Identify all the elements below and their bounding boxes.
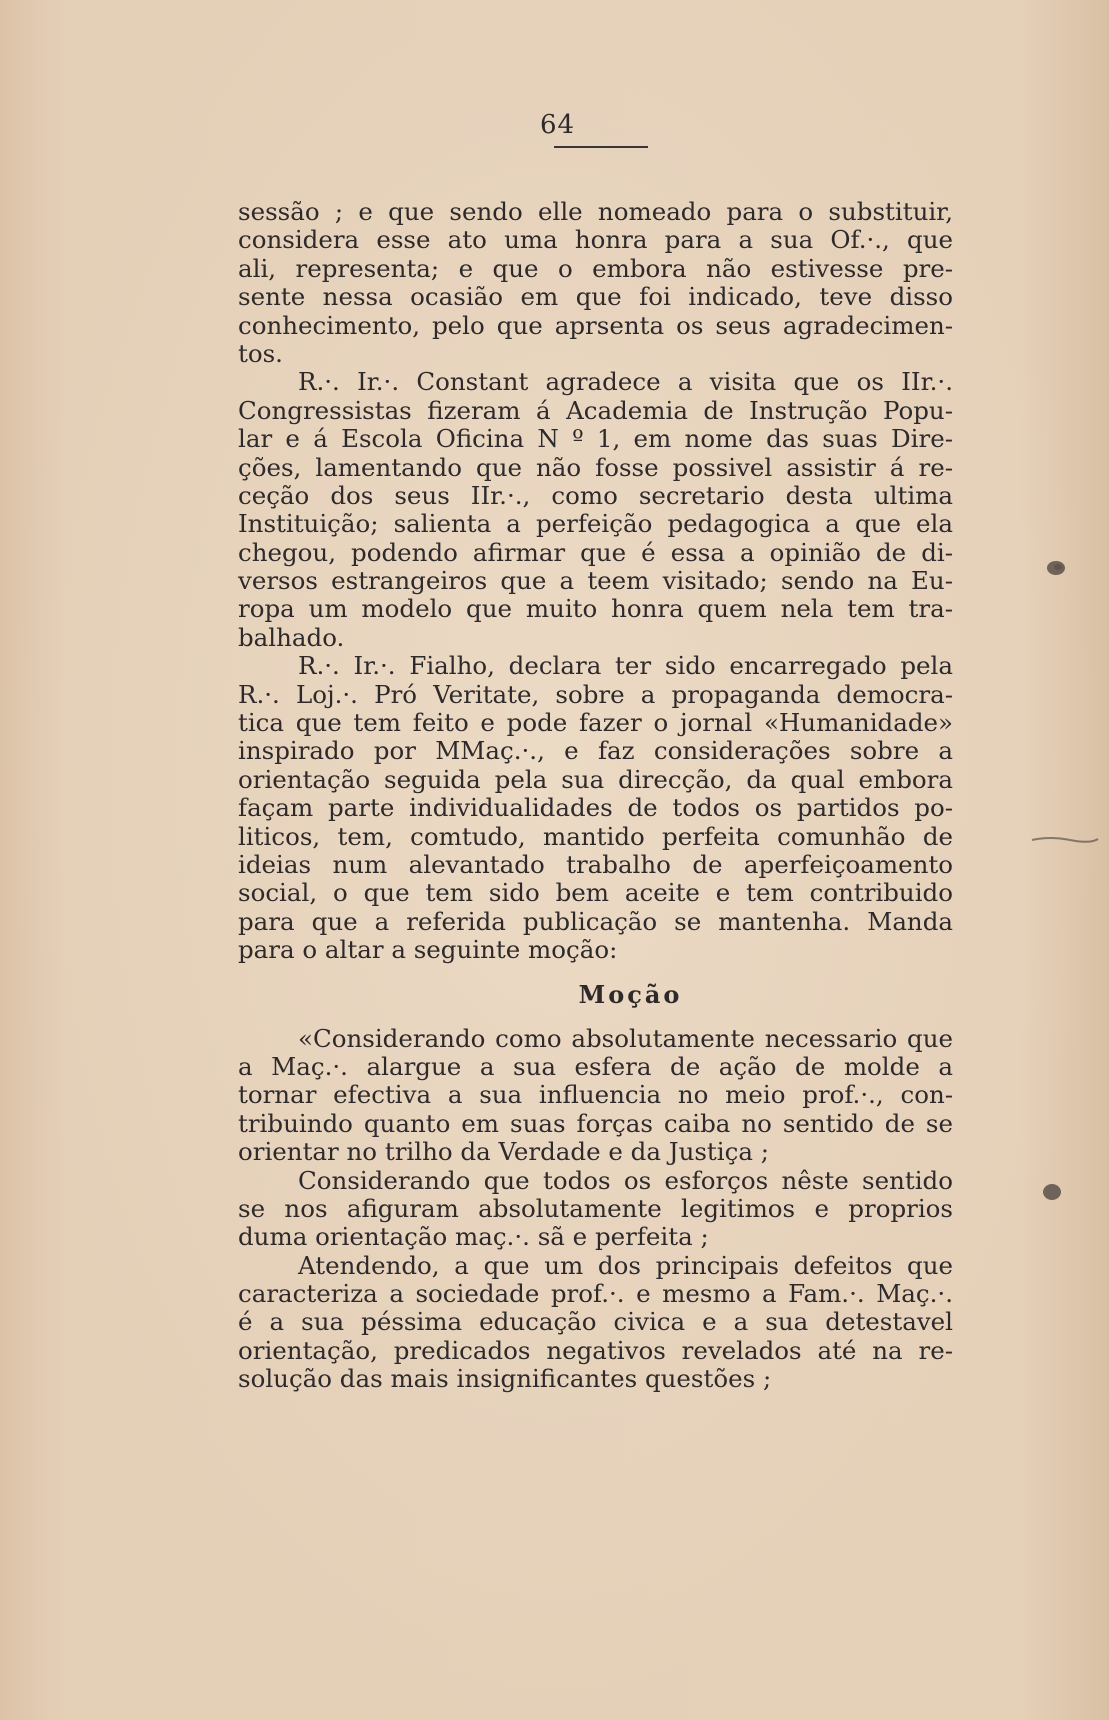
text-line: orientar no trilho da Verdade e da Justiça ; (238, 1137, 769, 1167)
text-line: tica que tem feito e pode fazer o jornal «Humanidade» (238, 708, 953, 738)
paragraph (238, 198, 953, 368)
text-line: se nos afiguram absolutamente legitimos e proprios (238, 1193, 953, 1223)
ink-mark-icon (1030, 830, 1100, 850)
text-line: R.·. Ir.·. Fialho, declara ter sido encarregado pela (298, 651, 953, 681)
text-line: para o altar a seguinte moção: (238, 935, 618, 965)
text-line: Considerando que todos os esforços nêste sentido (298, 1165, 953, 1195)
text-line: caracteriza a sociedade prof.·. e mesmo a Fam.·. Maç.·. (238, 1279, 953, 1309)
ink-blot-icon (1036, 548, 1076, 588)
ink-blot-icon (1032, 1172, 1072, 1212)
text-line: orientação, predicados negativos revelados até na re- (238, 1335, 953, 1365)
text-line: versos estrangeiros que a teem visitado; sendo na Eu- (238, 566, 953, 596)
text-line: ropa um modelo que muito honra quem nela tem tra- (238, 594, 953, 624)
text-line: chegou, podendo afirmar que é essa a opinião de di- (238, 537, 953, 567)
page-number: 64 (540, 110, 576, 140)
text-line: lar e á Escola Oficina N º 1, em nome das suas Dire- (238, 424, 953, 454)
text-line: inspirado por MMaç.·., e faz considerações sobre a (238, 736, 953, 766)
paragraph (238, 368, 953, 652)
text-line: considera esse ato uma honra para a sua Of.·., que (238, 225, 953, 255)
section-heading: Moção (578, 979, 683, 1009)
text-line: R.·. Loj.·. Pró Veritate, sobre a propaganda democra- (238, 679, 953, 709)
paragraph (238, 652, 953, 964)
text-line: façam parte individualidades de todos os partidos po- (238, 793, 953, 823)
paragraph (238, 1167, 953, 1252)
text-line: para que a referida publicação se mantenha. Manda (238, 906, 953, 936)
text-line: solução das mais insignificantes questões ; (238, 1364, 772, 1394)
text-line: ceção dos seus IIr.·., como secretario desta ultima (238, 480, 953, 510)
text-line: ções, lamentando que não fosse possivel assistir á re- (238, 452, 953, 482)
text-line: a Maç.·. alargue a sua esfera de ação de molde a (238, 1051, 953, 1081)
text-line: duma orientação maç.·. sã e perfeita ; (238, 1222, 709, 1252)
text-line: sessão ; e que sendo elle nomeado para o substituir, (238, 197, 953, 226)
text-line: tornar efectiva a sua influencia no meio prof.·., con- (238, 1080, 953, 1110)
text-line: ideias num alevantado trabalho de aperfeiçoamento (238, 849, 953, 879)
text-line: R.·. Ir.·. Constant agradece a visita que os IIr.·. (298, 367, 953, 397)
text-line: orientação seguida pela sua direcção, da qual embora (238, 764, 953, 794)
text-line: é a sua péssima educação civica e a sua detestavel (238, 1307, 953, 1337)
text-line: Instituição; salienta a perfeição pedagogica a que ela (238, 509, 953, 539)
text-line: sente nessa ocasião em que foi indicado, teve disso (238, 282, 953, 312)
text-line: liticos, tem, comtudo, mantido perfeita comunhão de (238, 821, 953, 851)
text-line: social, o que tem sido bem aceite e tem contribuido (238, 878, 953, 908)
text-line: balhado. (238, 622, 345, 652)
text-line: tos. (238, 338, 283, 368)
text-line: Congressistas fizeram á Academia de Instrução Popu- (238, 395, 953, 425)
body-text (238, 198, 953, 1394)
text-line: tribuindo quanto em suas forças caiba no sentido de se (238, 1108, 953, 1138)
paragraph (238, 1252, 953, 1394)
text-line: «Considerando como absolutamente necessario que (298, 1023, 953, 1053)
page-number-rule (554, 146, 648, 148)
text-line: ali, representa; e que o embora não estivesse pre- (238, 253, 953, 283)
text-line: Atendendo, a que um dos principais defeitos que (298, 1250, 953, 1280)
text-line: conhecimento, pelo que aprsenta os seus agradecimen- (238, 310, 953, 340)
paragraph (238, 1025, 953, 1167)
